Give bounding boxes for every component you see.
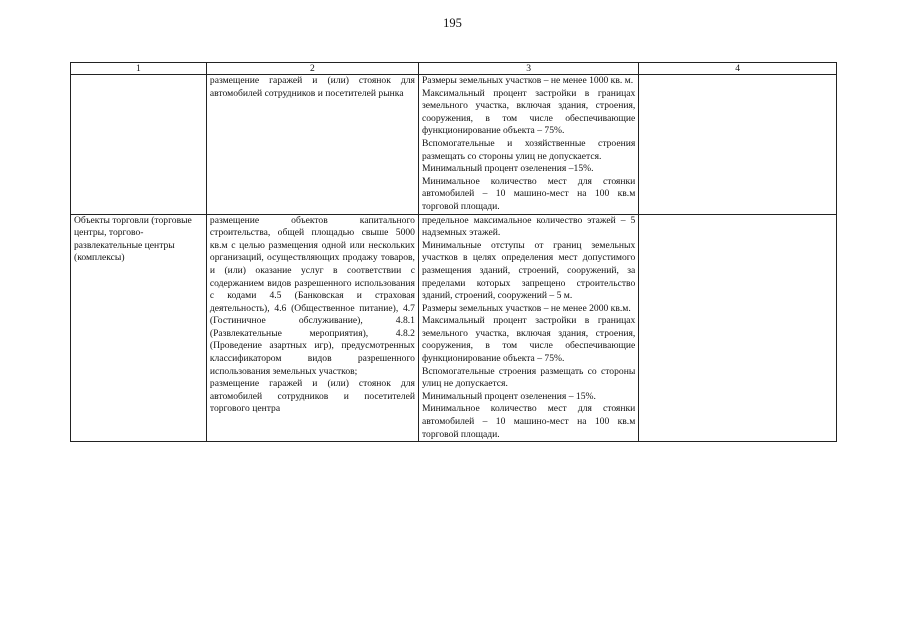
row1-col2-cell: [206, 75, 418, 215]
row2-col3-cell: [418, 214, 638, 442]
cell-paragraph: размещение объектов капитального строительства, общей площадью свыше 5000 кв.м с целью размещения одной или нескольких организаций, осуществляющих продажу товаров, и (или) оказание услуг в соответствии с содержанием видов разрешенного использования с кодами 4.5 (Банковская и страховая деятельность), 4.6 (Общественное питание), 4.7 (Гостиничное обслуживание), 4.8.1 (Развлекательные мероприятия), 4.8.2 (Проведение азартных игр), предусмотренных классификатором видов разрешенного использования земельных участков;: [209, 214, 415, 377]
row2-col2-cell: [206, 214, 418, 442]
column-header: 4: [639, 63, 837, 75]
cell-paragraph: предельное максимальное количество этажей – 5 надземных этажей.: [421, 214, 636, 239]
cell-paragraph: Размеры земельных участков – не менее 1000 кв. м.: [421, 75, 634, 86]
cell-paragraph: Вспомогательные и хозяйственные строения размещать со стороны улиц не допускается.: [421, 137, 636, 162]
row2-col1-cell: [71, 214, 207, 442]
row1-col1-cell: [71, 75, 207, 215]
page-number: 195: [443, 16, 462, 30]
column-header: 2: [206, 63, 418, 75]
column-header: 3: [418, 63, 638, 75]
cell-paragraph: Максимальный процент застройки в границах земельного участка, включая здания, строения, сооружения, в том числе обеспечивающие функционирование объекта – 75%.: [421, 315, 636, 365]
cell-paragraph: Минимальное количество мест для стоянки автомобилей – 10 машино-мест на 100 кв.м торговой площади.: [421, 175, 636, 212]
object-type-label: Объекты торговли (торговые центры, торгово-развлекательные центры (комплексы): [74, 214, 192, 264]
cell-paragraph: размещение гаражей и (или) стоянок для автомобилей сотрудников и посетителей рынка: [209, 75, 415, 99]
column-header: 1: [71, 63, 207, 75]
row1-col3-cell: [418, 75, 638, 215]
cell-paragraph: Вспомогательные строения размещать со стороны улиц не допускается.: [421, 365, 636, 390]
cell-paragraph: Минимальное количество мест для стоянки автомобилей – 10 машино-мест на 100 кв.м торговой площади.: [421, 403, 636, 440]
cell-paragraph: размещение гаражей и (или) стоянок для автомобилей сотрудников и посетителей торгового центра: [209, 378, 415, 415]
row2-col4-cell: [639, 214, 837, 442]
cell-paragraph: Максимальный процент застройки в границах земельного участка, включая здания, строения, сооружения, в том числе обеспечивающие функционирование объекта – 75%.: [421, 87, 636, 137]
table-row: [71, 75, 837, 215]
row1-col4-cell: [639, 75, 837, 215]
regulations-table: [70, 62, 837, 442]
cell-paragraph: Минимальный процент озеленения – 15%.: [421, 390, 596, 402]
cell-paragraph: Минимальные отступы от границ земельных участков в целях определения мест допустимого размещения зданий, строений, сооружений, за пределами которых запрещено строительство зданий, строений, сооружений – 5 м.: [421, 239, 636, 302]
cell-paragraph: Минимальный процент озеленения –15%.: [421, 163, 594, 175]
table-header-row: [71, 63, 837, 75]
cell-paragraph: Размеры земельных участков – не менее 2000 кв.м.: [421, 302, 631, 314]
table-row: [71, 214, 837, 442]
